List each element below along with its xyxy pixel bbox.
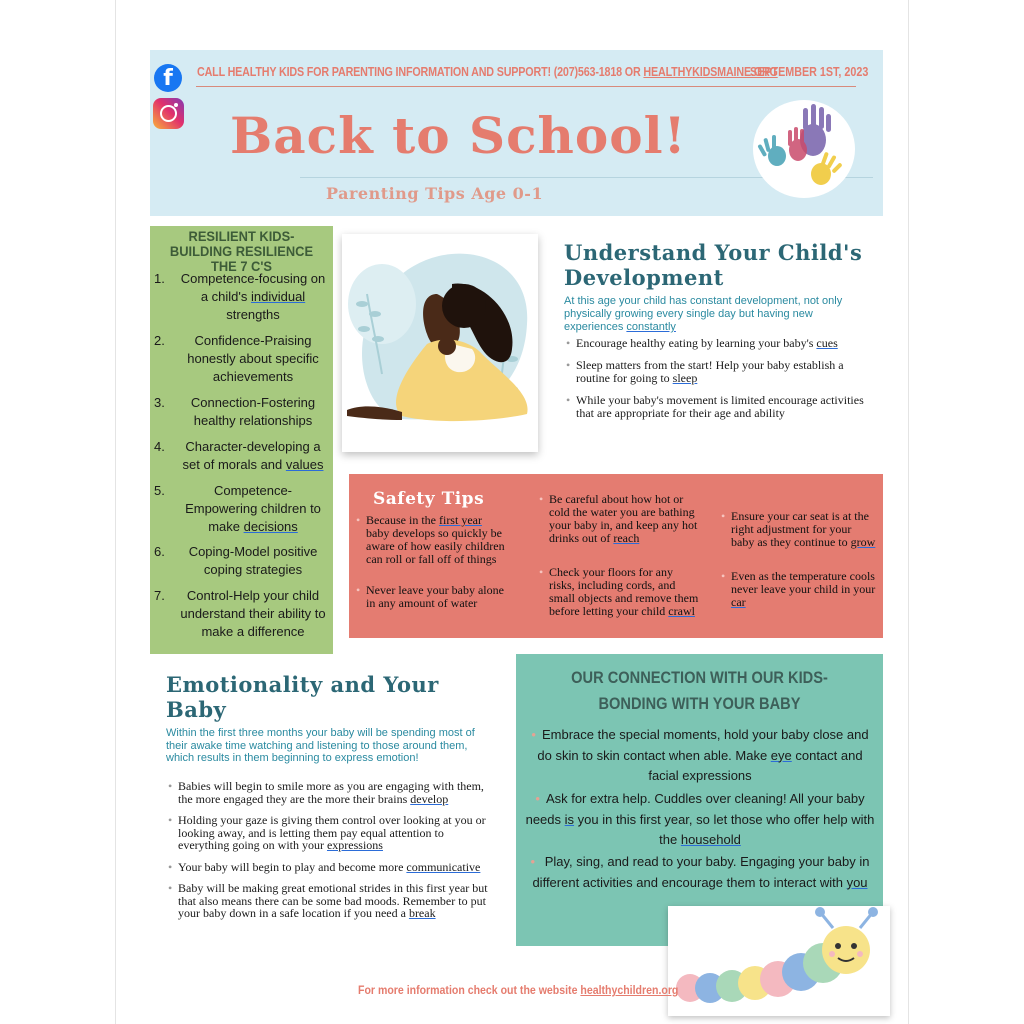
link-text: you [846,874,868,890]
text: baby develops so quickly be aware of how easily children can roll or fall off of things [366,526,505,566]
seven-cs-item [154,438,330,474]
bullet-icon: • [535,791,540,806]
seven-cs-item [154,587,330,641]
seven-cs-item [154,482,330,536]
link-text: household [680,832,741,847]
development-bullet [566,394,866,420]
emotionality-bullet [168,861,494,874]
contact-line [197,65,778,79]
text: Competence-Empowering children to make [185,483,321,534]
link-text: first year [438,513,482,527]
seven-cs-title: RESILIENT KIDS- BUILDING RESILIENCE THE 7 C'S [169,228,314,274]
text: Control-Help your child understand their ability to make a difference [180,588,326,639]
emotionality-list [168,780,494,929]
item-number: 1. [154,271,165,286]
link-text: individual [250,289,306,304]
development-heading: Understand Your Child's Development [564,240,863,290]
text: Holding your gaze is giving them control over looking at you or looking away, and is letting them pay equal attention to everything going on with your [178,813,486,852]
safety-tip [721,570,877,609]
link-text: car [731,595,746,609]
text: Ensure your car seat is at the right adjustment for your baby as they continue to [731,509,869,549]
item-text [178,482,328,536]
footer-url[interactable]: healthychildren.org [580,983,679,997]
link-text: reach [613,531,640,545]
connection-item [524,789,876,851]
connection-title: OUR CONNECTION WITH OUR KIDS- BONDING WITH YOUR BABY [571,668,828,713]
item-text [178,332,328,386]
text: Even as the temperature cools never leave your child in your [731,569,876,596]
item-number: 4. [154,439,165,454]
link-text: decisions [243,519,298,534]
facebook-icon[interactable]: f [154,64,182,92]
link-text: cues [816,336,838,350]
issue-date: SEPTEMBER 1ST, 2023 [750,65,869,79]
emotionality-intro: Within the first three months your baby will be spending most of their awake time watching and listening to those around them, which results in them beginning to express emotion! [166,727,475,764]
link-text: break [408,906,436,920]
footer-text: For more information check out the website [358,983,578,997]
emotionality-bullet [168,814,494,852]
development-bullet [566,337,866,350]
link-text: sleep [672,371,698,385]
seven-cs-item [154,332,330,386]
item-number: 5. [154,483,165,498]
item-text [178,543,328,579]
contact-text: CALL HEALTHY KIDS FOR PARENTING INFORMATION AND SUPPORT! (207)563-1818 OR [197,65,641,79]
page-subtitle: Parenting Tips Age 0-1 [326,184,544,203]
contact-url[interactable]: HEALTHYKIDSMAINE.ORG [643,65,778,79]
text: Check your floors for any risks, including cords, and small objects and remove them before letting your child [549,565,699,618]
item-number: 7. [154,588,165,603]
link-text: crawl [668,604,695,618]
bullet-icon: • [531,727,536,742]
text: you in this first year, so let those who offer help with the [574,811,875,847]
text: strengths [226,307,280,322]
development-intro-text: At this age your child has constant development, not only physically growing every single day but having new experiences [564,295,843,333]
safety-tip [356,514,506,566]
text: While your baby's movement is limited encourage activities that are appropriate for their age and ability [576,393,864,420]
item-number: 3. [154,395,165,410]
item-text [178,438,328,474]
text: Be careful about how hot or cold the water you are bathing your baby in, and keep any hot drinks out of [549,492,698,545]
link-text: expressions [326,838,383,852]
item-number: 2. [154,333,165,348]
header-divider [196,86,856,87]
safety-tip [539,493,699,545]
footer-note [358,983,678,997]
safety-tip [356,584,506,610]
link-text: develop [410,791,449,806]
development-intro [564,295,874,334]
instagram-icon[interactable] [153,98,184,129]
link-text: is [564,811,575,827]
link-text: grow [850,535,876,549]
item-number: 6. [154,544,165,559]
text: Character-developing a set of morals and [182,439,321,472]
safety-tips-title: Safety Tips [373,489,485,509]
item-text [178,394,328,430]
development-list [566,337,866,429]
handprints-logo-icon [753,100,855,198]
bullet-icon: • [530,854,536,869]
text: Your baby will begin to play and become more [178,859,407,874]
text: Connection-Fostering healthy relationships [190,395,316,428]
emotionality-bullet [168,780,494,805]
mother-baby-illustration [342,234,538,452]
text: Embrace the special moments, hold your baby close and do skin to skin contact when able. Make [537,727,869,763]
item-text [178,270,328,324]
text: Encourage healthy eating by learning your baby's [576,336,817,350]
text: Confidence-Praising honestly about specific achievements [187,333,319,384]
safety-tip [539,566,699,618]
text: Sleep matters from the start! Help your baby establish a routine for going to [576,358,844,385]
seven-cs-item [154,270,330,324]
text: Coping-Model positive coping strategies [188,544,318,577]
caterpillar-illustration [668,906,890,1016]
emotionality-heading: Emotionality and Your Baby [166,672,439,722]
development-bullet [566,359,866,385]
item-text [178,587,328,641]
seven-cs-item [154,394,330,430]
connection-item [524,725,876,787]
text: Competence-focusing on a child's [180,271,326,304]
connection-item [524,852,876,893]
text: Play, sing, and read to your baby. Engaging your baby in different activities and encourage them to interact with [532,854,870,890]
text: contact and facial expressions [648,747,863,783]
link-text: communicative [406,859,481,874]
page-title: Back to School! [230,106,687,165]
seven-cs-item [154,543,330,579]
text: Ask for extra help. Cuddles over cleaning! All your baby needs [525,791,865,827]
text: Because in the [366,513,439,527]
safety-tip [721,510,877,549]
emotionality-bullet [168,882,494,920]
link-text: eye [770,747,792,763]
link-text: values [285,457,324,472]
text: Babies will begin to smile more as you are engaging with them, the more engaged they are the more their brains [178,779,484,806]
development-intro-link: constantly [626,321,676,333]
text: Baby will be making great emotional strides in this first year but that also means there can be some bad moods. Remember to put your baby down in a safe location if you need a [178,881,488,920]
text: Never leave your baby alone in any amount of water [366,583,504,610]
